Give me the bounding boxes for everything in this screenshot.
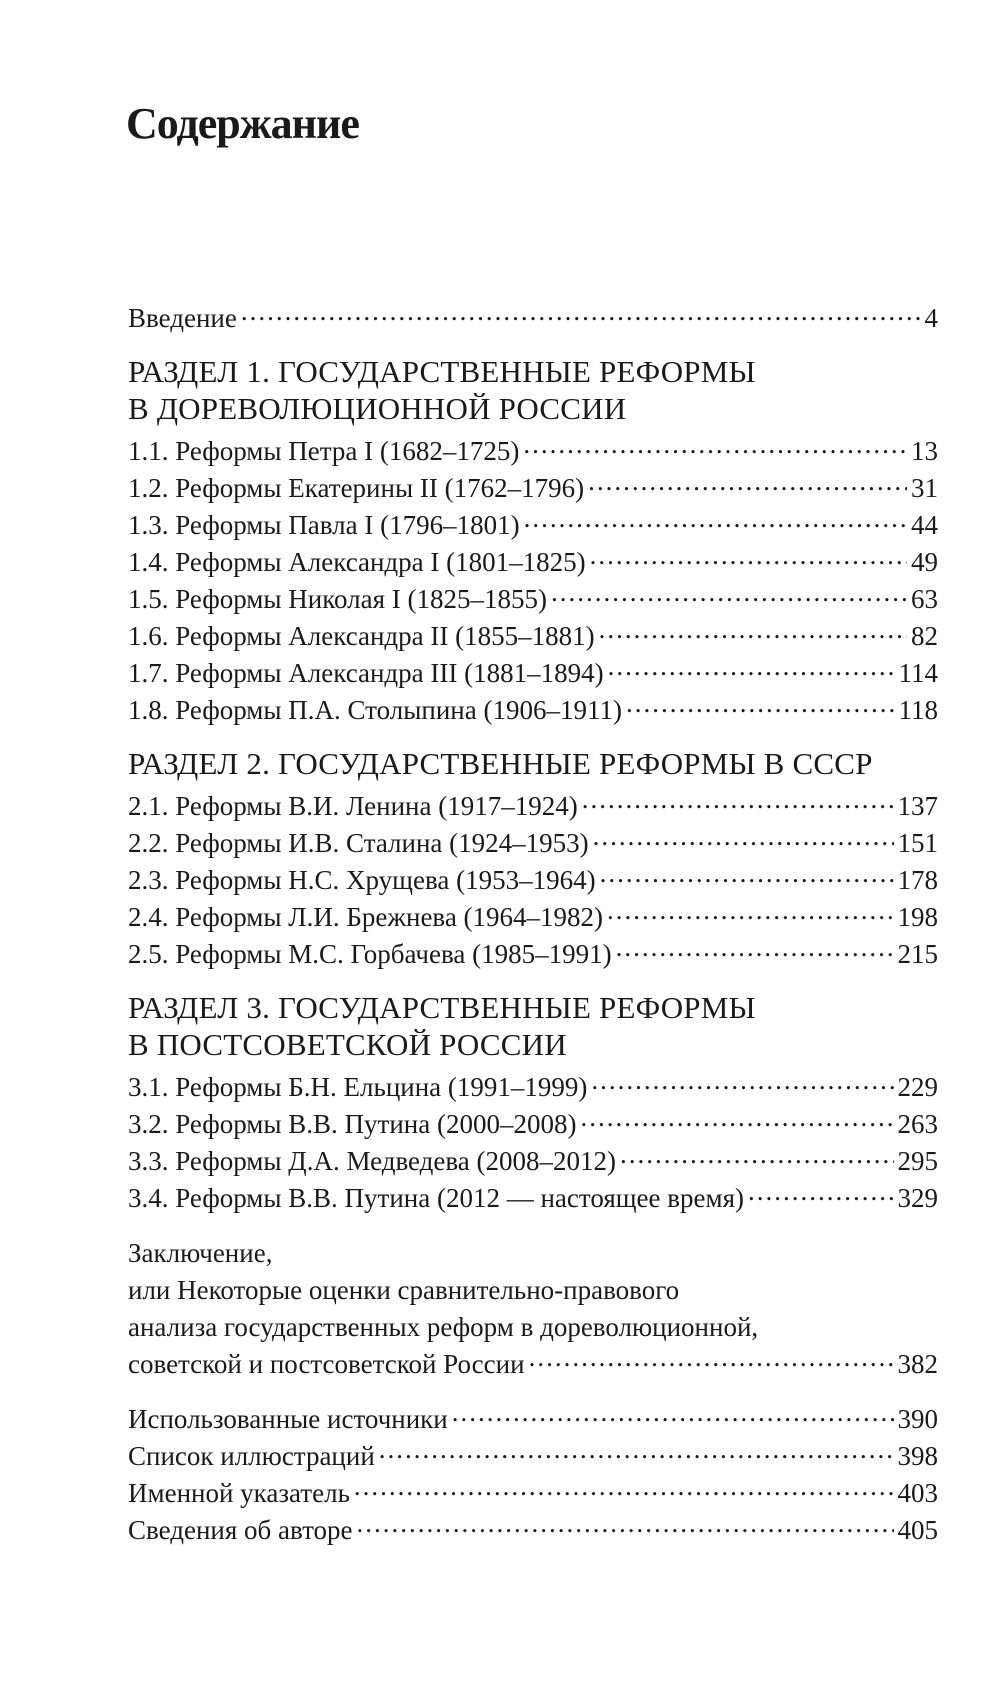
toc-entry-page: 295 xyxy=(897,1146,938,1176)
toc-leader xyxy=(748,1180,894,1207)
conclusion-line1: Заключение, xyxy=(128,1238,273,1268)
toc-entry-page: 382 xyxy=(897,1349,938,1379)
toc-entry xyxy=(128,825,938,862)
toc-entry-label: Использованные источники xyxy=(128,1404,448,1434)
toc-entry-page: 151 xyxy=(897,828,938,858)
section-2-heading-line1: РАЗДЕЛ 2. ГОСУДАРСТВЕННЫЕ РЕФОРМЫ В СССР xyxy=(128,746,873,781)
toc-leader xyxy=(593,825,894,852)
toc-entry-page: 403 xyxy=(897,1478,938,1508)
toc-entry-label: Список иллюстраций xyxy=(128,1441,375,1471)
toc-entry-label: 2.2. Реформы И.В. Сталина (1924–1953) xyxy=(128,828,589,858)
toc-leader xyxy=(580,1106,893,1133)
toc-leader xyxy=(452,1401,894,1428)
toc-entry xyxy=(128,936,938,973)
toc-leader xyxy=(608,655,895,682)
toc-entry-label: 2.1. Реформы В.И. Ленина (1917–1924) xyxy=(128,791,578,821)
toc-entry-page: 263 xyxy=(897,1109,938,1139)
toc-leader xyxy=(582,788,894,815)
toc-entry-page: 63 xyxy=(911,584,938,614)
section-1-heading-line1: РАЗДЕЛ 1. ГОСУДАРСТВЕННЫЕ РЕФОРМЫ xyxy=(128,354,756,389)
toc-entry-page: 398 xyxy=(897,1441,938,1471)
toc-entry-label: 1.5. Реформы Николая I (1825–1855) xyxy=(128,584,547,614)
toc-leader xyxy=(607,899,893,926)
conclusion-line4-row xyxy=(128,1346,938,1383)
toc-entry xyxy=(128,655,938,692)
conclusion-line2: или Некоторые оценки сравнительно-правового xyxy=(128,1275,680,1305)
section-3-heading-line2: В ПОСТСОВЕТСКОЙ РОССИИ xyxy=(128,1027,567,1062)
toc-entry-page: 82 xyxy=(911,621,938,651)
toc-leader xyxy=(600,862,894,889)
toc-entry-page: 405 xyxy=(897,1515,938,1545)
toc-entry-page: 215 xyxy=(897,939,938,969)
toc-entry-page: 44 xyxy=(911,510,938,540)
toc-entry xyxy=(128,788,938,825)
toc-leader xyxy=(241,300,921,327)
toc-leader xyxy=(616,936,894,963)
toc-leader xyxy=(588,470,907,497)
toc-entry-page: 31 xyxy=(911,473,938,503)
toc-entry-label: 1.1. Реформы Петра I (1682–1725) xyxy=(128,436,520,466)
toc-leader xyxy=(357,1512,894,1539)
toc-entry xyxy=(128,433,938,470)
toc-entry-page: 4 xyxy=(924,303,938,333)
toc-entry-page: 49 xyxy=(911,547,938,577)
toc-entry xyxy=(128,1106,938,1143)
page-title: Содержание xyxy=(126,99,359,148)
toc-entry-page: 137 xyxy=(897,791,938,821)
toc-entry-page: 178 xyxy=(897,865,938,895)
toc-entry-label: 3.2. Реформы В.В. Путина (2000–2008) xyxy=(128,1109,577,1139)
toc-entry-label: 3.1. Реформы Б.Н. Ельцина (1991–1999) xyxy=(128,1072,588,1102)
toc-leader xyxy=(529,1346,894,1373)
section-1-heading-line2: В ДОРЕВОЛЮЦИОННОЙ РОССИИ xyxy=(128,391,627,426)
toc-leader xyxy=(379,1438,894,1465)
toc-entry xyxy=(128,862,938,899)
section-2-heading xyxy=(128,745,938,782)
toc-entry xyxy=(128,899,938,936)
toc-leader xyxy=(523,433,907,460)
toc-entry xyxy=(128,1401,938,1438)
toc-entry xyxy=(128,1069,938,1106)
conclusion-line3: анализа государственных реформ в дореволюционной, xyxy=(128,1312,759,1342)
section-3-heading xyxy=(128,989,938,1063)
toc-entry xyxy=(128,581,938,618)
toc-leader xyxy=(626,692,895,719)
toc-leader xyxy=(524,507,907,534)
table-of-contents xyxy=(128,300,938,1549)
section-1-heading xyxy=(128,353,938,427)
toc-leader xyxy=(620,1143,893,1170)
toc-entry xyxy=(128,1438,938,1475)
toc-leader xyxy=(354,1475,894,1502)
toc-entry xyxy=(128,1143,938,1180)
spacer xyxy=(128,1383,938,1401)
toc-entry-label: Введение xyxy=(128,303,237,333)
toc-entry-label: 1.2. Реформы Екатерины II (1762–1796) xyxy=(128,473,585,503)
toc-entry-conclusion xyxy=(128,1235,938,1383)
toc-entry xyxy=(128,544,938,581)
toc-entry xyxy=(128,507,938,544)
toc-entry-page: 229 xyxy=(897,1072,938,1102)
toc-entry-label: 1.3. Реформы Павла I (1796–1801) xyxy=(128,510,520,540)
toc-entry-page: 329 xyxy=(897,1183,938,1213)
toc-entry-label: 1.7. Реформы Александра III (1881–1894) xyxy=(128,658,604,688)
toc-entry-label: Сведения об авторе xyxy=(128,1515,353,1545)
toc-entry-label: 2.4. Реформы Л.И. Брежнева (1964–1982) xyxy=(128,902,604,932)
spacer xyxy=(128,1217,938,1235)
toc-entry xyxy=(128,618,938,655)
toc-entry-page: 198 xyxy=(897,902,938,932)
toc-entry-label: 2.3. Реформы Н.С. Хрущева (1953–1964) xyxy=(128,865,596,895)
conclusion-line4: советской и постсоветской России xyxy=(128,1349,525,1379)
toc-entry-label: 2.5. Реформы М.С. Горбачева (1985–1991) xyxy=(128,939,612,969)
toc-leader xyxy=(599,618,907,645)
toc-entry-label: 1.8. Реформы П.А. Столыпина (1906–1911) xyxy=(128,695,622,725)
toc-entry-label: Именной указатель xyxy=(128,1478,350,1508)
toc-entry xyxy=(128,692,938,729)
toc-leader xyxy=(591,1069,893,1096)
toc-entry-label: 3.4. Реформы В.В. Путина (2012 — настоящее время) xyxy=(128,1183,744,1213)
toc-leader xyxy=(590,544,907,571)
toc-entry xyxy=(128,1180,938,1217)
toc-entry-label: 1.4. Реформы Александра I (1801–1825) xyxy=(128,547,586,577)
toc-entry-label: 1.6. Реформы Александра II (1855–1881) xyxy=(128,621,595,651)
toc-entry-page: 13 xyxy=(911,436,938,466)
section-3-heading-line1: РАЗДЕЛ 3. ГОСУДАРСТВЕННЫЕ РЕФОРМЫ xyxy=(128,990,756,1025)
toc-entry-page: 114 xyxy=(898,658,938,688)
toc-leader xyxy=(551,581,907,608)
toc-entry-page: 118 xyxy=(898,695,938,725)
toc-entry xyxy=(128,1475,938,1512)
toc-entry-intro xyxy=(128,300,938,337)
toc-entry-label: 3.3. Реформы Д.А. Медведева (2008–2012) xyxy=(128,1146,617,1176)
toc-entry xyxy=(128,1512,938,1549)
toc-entry xyxy=(128,470,938,507)
toc-entry-page: 390 xyxy=(897,1404,938,1434)
